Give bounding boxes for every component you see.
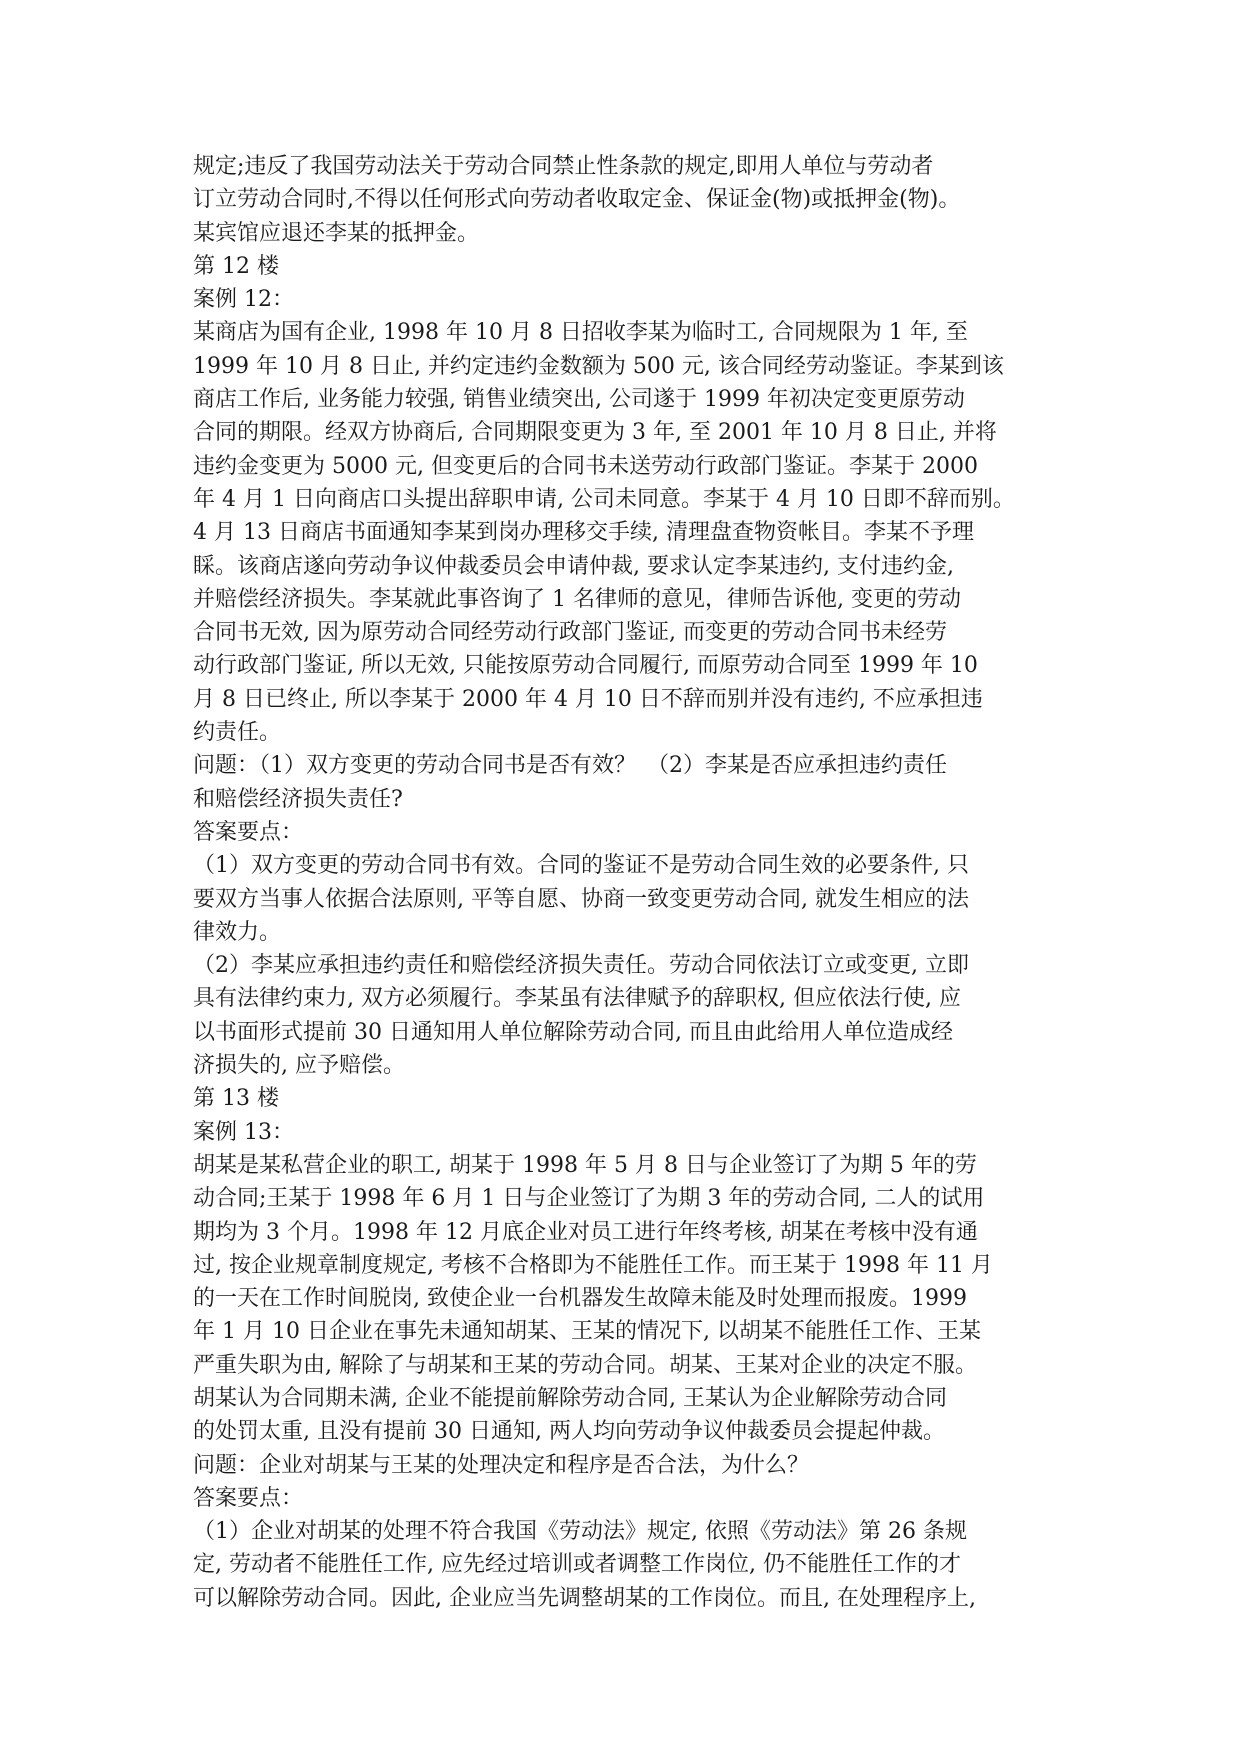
text-line: 严重失职为由, 解除了与胡某和王某的劳动合同。胡某、王某对企业的决定不服。 xyxy=(193,1352,977,1378)
text-line: 并赔偿经济损失。李某就此事咨询了 1 名律师的意见，律师告诉他, 变更的劳动 xyxy=(193,586,961,612)
text-line: 年 1 月 10 日企业在事先未通知胡某、王某的情况下, 以胡某不能胜任工作、王某 xyxy=(193,1319,981,1345)
text-line: 问题：（1）双方变更的劳动合同书是否有效？ （2）李某是否应承担违约责任 xyxy=(193,753,947,779)
text-line: 睬。该商店遂向劳动争议仲裁委员会申请仲裁, 要求认定李某违约, 支付违约金, xyxy=(193,553,954,579)
text-line: 某宾馆应退还李某的抵押金。 xyxy=(193,220,480,246)
text-line: 答案要点： xyxy=(193,819,304,845)
text-line: 过, 按企业规章制度规定, 考核不合格即为不能胜任工作。而王某于 1998 年 11 月 xyxy=(193,1252,993,1278)
text-line: 动合同;王某于 1998 年 6 月 1 日与企业签订了为期 3 年的劳动合同, 二人的试用 xyxy=(193,1186,985,1212)
text-line: 违约金变更为 5000 元, 但变更后的合同书未送劳动行政部门鉴证。李某于 2000 xyxy=(193,453,978,479)
text-line: 的一天在工作时间脱岗, 致使企业一台机器发生故障未能及时处理而报废。1999 xyxy=(193,1286,967,1312)
text-line: （2）李某应承担违约责任和赔偿经济损失责任。劳动合同依法订立或变更, 立即 xyxy=(193,953,969,979)
text-line: 合同书无效, 因为原劳动合同经劳动行政部门鉴证, 而变更的劳动合同书未经劳 xyxy=(193,620,947,646)
text-line: 案例 12： xyxy=(193,287,294,313)
text-line: 第 12 楼 xyxy=(193,253,279,279)
text-line: 年 4 月 1 日向商店口头提出辞职申请, 公司未同意。李某于 4 月 10 日即不辞而别。 xyxy=(193,486,1015,512)
text-line: 约责任。 xyxy=(193,720,282,746)
text-line: 具有法律约束力, 双方必须履行。李某虽有法律赋予的辞职权, 但应依法行使, 应 xyxy=(193,986,961,1012)
text-line: 某商店为国有企业, 1998 年 10 月 8 日招收李某为临时工, 合同规限为 1 年, 至 xyxy=(193,320,968,346)
text-line: 动行政部门鉴证, 所以无效, 只能按原劳动合同履行, 而原劳动合同至 1999 年 10 xyxy=(193,653,978,679)
text-line: 答案要点： xyxy=(193,1485,304,1511)
text-line: 可以解除劳动合同。因此, 企业应当先调整胡某的工作岗位。而且, 在处理程序上, xyxy=(193,1585,976,1611)
text-line: 问题：企业对胡某与王某的处理决定和程序是否合法，为什么？ xyxy=(193,1452,810,1478)
text-line: 要双方当事人依据合法原则, 平等自愿、协商一致变更劳动合同, 就发生相应的法 xyxy=(193,886,969,912)
text-line: 定, 劳动者不能胜任工作, 应先经过培训或者调整工作岗位, 仍不能胜任工作的才 xyxy=(193,1552,961,1578)
text-line: （1）双方变更的劳动合同书有效。合同的鉴证不是劳动合同生效的必要条件, 只 xyxy=(193,853,969,879)
text-line: 的处罚太重, 且没有提前 30 日通知, 两人均向劳动争议仲裁委员会提起仲裁。 xyxy=(193,1419,945,1445)
text-line: 以书面形式提前 30 日通知用人单位解除劳动合同, 而且由此给用人单位造成经 xyxy=(193,1019,953,1045)
text-line: 第 13 楼 xyxy=(193,1086,279,1112)
text-line: 1999 年 10 月 8 日止, 并约定违约金数额为 500 元, 该合同经劳动鉴证。李某到该 xyxy=(193,353,1004,379)
text-line: 合同的期限。经双方协商后, 合同期限变更为 3 年, 至 2001 年 10 月 8 日止, 并将 xyxy=(193,420,997,446)
text-line: 规定;违反了我国劳动法关于劳动合同禁止性条款的规定,即用人单位与劳动者 xyxy=(193,154,934,179)
text-line: 4 月 13 日商店书面通知李某到岗办理移交手续, 清理盘查物资帐目。李某不予理 xyxy=(193,520,974,546)
text-line: 商店工作后, 业务能力较强, 销售业绩突出, 公司遂于 1999 年初决定变更原劳动 xyxy=(193,387,965,413)
text-line: 月 8 日已终止, 所以李某于 2000 年 4 月 10 日不辞而别并没有违约, 不应承担违 xyxy=(193,686,983,712)
text-line: 期均为 3 个月。1998 年 12 月底企业对员工进行年终考核, 胡某在考核中没有通 xyxy=(193,1219,978,1245)
text-line: 济损失的, 应予赔偿。 xyxy=(193,1053,405,1079)
text-line: （1）企业对胡某的处理不符合我国《劳动法》规定, 依照《劳动法》第 26 条规 xyxy=(193,1519,967,1545)
document-body xyxy=(193,150,1053,1615)
text-line: 订立劳动合同时,不得以任何形式向劳动者收取定金、保证金(物)或抵押金(物)。 xyxy=(193,187,961,213)
text-line: 和赔偿经济损失责任? xyxy=(193,786,403,812)
text-line: 胡某是某私营企业的职工, 胡某于 1998 年 5 月 8 日与企业签订了为期 5 年的劳 xyxy=(193,1152,977,1178)
text-line: 胡某认为合同期未满, 企业不能提前解除劳动合同, 王某认为企业解除劳动合同 xyxy=(193,1385,947,1411)
text-line: 案例 13： xyxy=(193,1119,294,1145)
text-line: 律效力。 xyxy=(193,919,282,945)
